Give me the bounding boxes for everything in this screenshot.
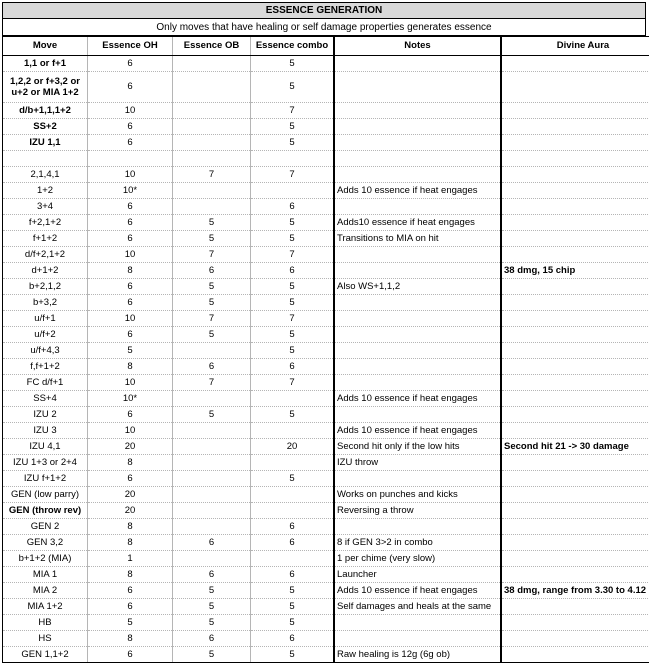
cell-divine-aura[interactable] xyxy=(501,167,649,183)
header-essence-oh[interactable]: Essence OH xyxy=(88,37,173,56)
table-row xyxy=(3,599,649,615)
sheet-title[interactable]: ESSENCE GENERATION xyxy=(2,2,646,19)
cell-essence-ob[interactable]: 7 xyxy=(173,375,251,391)
cell-essence-combo[interactable] xyxy=(251,183,335,199)
cell-essence-oh[interactable]: 20 xyxy=(88,439,173,455)
cell-essence-oh[interactable]: 8 xyxy=(88,519,173,535)
table-row xyxy=(3,295,649,311)
table-row xyxy=(3,263,649,279)
cell-essence-ob[interactable] xyxy=(173,455,251,471)
cell-essence-combo[interactable]: 20 xyxy=(251,439,335,455)
cell-essence-oh[interactable]: 8 xyxy=(88,567,173,583)
cell-notes[interactable] xyxy=(334,72,501,103)
cell-essence-ob[interactable] xyxy=(173,56,251,72)
cell-notes[interactable]: Adds 10 essence if heat engages xyxy=(334,183,501,199)
cell-essence-ob[interactable]: 5 xyxy=(173,615,251,631)
cell-notes[interactable]: Raw healing is 12g (6g ob) xyxy=(334,647,501,663)
cell-essence-ob[interactable]: 7 xyxy=(173,167,251,183)
cell-essence-combo[interactable]: 6 xyxy=(251,263,335,279)
cell-notes[interactable] xyxy=(334,167,501,183)
cell-move[interactable]: GEN (throw rev) xyxy=(3,503,88,519)
cell-notes[interactable]: Second hit only if the low hits xyxy=(334,439,501,455)
cell-essence-oh[interactable]: 6 xyxy=(88,295,173,311)
cell-essence-oh[interactable]: 6 xyxy=(88,215,173,231)
cell-notes[interactable]: Adds 10 essence if heat engages xyxy=(334,583,501,599)
table-row xyxy=(3,647,649,663)
cell-essence-ob[interactable] xyxy=(173,471,251,487)
cell-essence-ob[interactable]: 5 xyxy=(173,215,251,231)
cell-essence-ob[interactable]: 6 xyxy=(173,359,251,375)
table-row xyxy=(3,615,649,631)
cell-move[interactable]: d/b+1,1,1+2 xyxy=(3,103,88,119)
cell-move[interactable]: HB xyxy=(3,615,88,631)
cell-move[interactable]: b+3,2 xyxy=(3,295,88,311)
table-row xyxy=(3,279,649,295)
cell-move[interactable]: IZU f+1+2 xyxy=(3,471,88,487)
cell-essence-oh[interactable]: 10 xyxy=(88,423,173,439)
cell-move[interactable]: IZU 1,1 xyxy=(3,135,88,151)
cell-notes[interactable] xyxy=(334,151,501,167)
cell-essence-oh[interactable]: 5 xyxy=(88,343,173,359)
cell-notes[interactable]: Adds 10 essence if heat engages xyxy=(334,423,501,439)
table-row xyxy=(3,551,649,567)
cell-move[interactable]: b+2,1,2 xyxy=(3,279,88,295)
cell-divine-aura[interactable]: Second hit 21 -> 30 damage xyxy=(501,439,649,455)
cell-essence-combo[interactable]: 5 xyxy=(251,583,335,599)
cell-move[interactable]: GEN 1,1+2 xyxy=(3,647,88,663)
cell-notes[interactable]: IZU throw xyxy=(334,455,501,471)
cell-essence-ob[interactable] xyxy=(173,135,251,151)
cell-divine-aura[interactable] xyxy=(501,455,649,471)
table-row xyxy=(3,72,649,103)
table-row xyxy=(3,631,649,647)
cell-essence-combo[interactable]: 5 xyxy=(251,407,335,423)
cell-essence-ob[interactable] xyxy=(173,519,251,535)
cell-notes[interactable]: Self damages and heals at the same xyxy=(334,599,501,615)
cell-essence-oh[interactable]: 10 xyxy=(88,375,173,391)
cell-move[interactable]: b+1+2 (MIA) xyxy=(3,551,88,567)
cell-essence-combo[interactable] xyxy=(251,455,335,471)
cell-essence-ob[interactable] xyxy=(173,551,251,567)
cell-essence-oh[interactable]: 6 xyxy=(88,119,173,135)
cell-essence-ob[interactable] xyxy=(173,183,251,199)
cell-divine-aura[interactable] xyxy=(501,375,649,391)
cell-essence-oh[interactable]: 10* xyxy=(88,183,173,199)
cell-divine-aura[interactable] xyxy=(501,183,649,199)
table-row xyxy=(3,503,649,519)
cell-essence-ob[interactable] xyxy=(173,503,251,519)
cell-essence-ob[interactable] xyxy=(173,423,251,439)
cell-move[interactable]: FC d/f+1 xyxy=(3,375,88,391)
cell-divine-aura[interactable] xyxy=(501,487,649,503)
table-row xyxy=(3,183,649,199)
cell-essence-oh[interactable]: 6 xyxy=(88,56,173,72)
cell-essence-oh[interactable]: 5 xyxy=(88,615,173,631)
cell-essence-oh[interactable]: 8 xyxy=(88,263,173,279)
cell-essence-combo[interactable]: 5 xyxy=(251,295,335,311)
cell-essence-oh[interactable]: 6 xyxy=(88,135,173,151)
cell-notes[interactable] xyxy=(334,311,501,327)
cell-essence-combo[interactable]: 5 xyxy=(251,279,335,295)
cell-notes[interactable] xyxy=(334,263,501,279)
cell-divine-aura[interactable] xyxy=(501,391,649,407)
cell-essence-combo[interactable] xyxy=(251,487,335,503)
cell-essence-combo[interactable]: 6 xyxy=(251,519,335,535)
cell-move[interactable]: 3+4 xyxy=(3,199,88,215)
cell-essence-ob[interactable] xyxy=(173,199,251,215)
cell-notes[interactable] xyxy=(334,199,501,215)
cell-notes[interactable]: Also WS+1,1,2 xyxy=(334,279,501,295)
table-row xyxy=(3,519,649,535)
table-row xyxy=(3,455,649,471)
cell-essence-combo[interactable]: 7 xyxy=(251,311,335,327)
cell-notes[interactable] xyxy=(334,247,501,263)
cell-essence-combo[interactable]: 7 xyxy=(251,375,335,391)
cell-move[interactable]: SS+4 xyxy=(3,391,88,407)
table-row xyxy=(3,327,649,343)
cell-move[interactable]: MIA 1+2 xyxy=(3,599,88,615)
table-row xyxy=(3,311,649,327)
cell-move[interactable]: IZU 1+3 or 2+4 xyxy=(3,455,88,471)
cell-move[interactable]: GEN 3,2 xyxy=(3,535,88,551)
cell-essence-ob[interactable] xyxy=(173,487,251,503)
cell-essence-ob[interactable]: 5 xyxy=(173,407,251,423)
cell-essence-oh[interactable]: 1 xyxy=(88,551,173,567)
cell-divine-aura[interactable] xyxy=(501,407,649,423)
cell-essence-ob[interactable] xyxy=(173,391,251,407)
cell-essence-oh[interactable]: 6 xyxy=(88,471,173,487)
table-row xyxy=(3,359,649,375)
cell-move[interactable]: SS+2 xyxy=(3,119,88,135)
essence-table xyxy=(2,36,649,663)
cell-divine-aura[interactable] xyxy=(501,647,649,663)
cell-essence-combo[interactable]: 5 xyxy=(251,56,335,72)
cell-essence-oh[interactable]: 10 xyxy=(88,247,173,263)
cell-notes[interactable]: Transitions to MIA on hit xyxy=(334,231,501,247)
cell-essence-combo[interactable]: 5 xyxy=(251,615,335,631)
sheet-subtitle[interactable]: Only moves that have healing or self damage properties generates essence xyxy=(2,19,646,36)
cell-notes[interactable]: Works on punches and kicks xyxy=(334,487,501,503)
cell-divine-aura[interactable] xyxy=(501,103,649,119)
cell-notes[interactable] xyxy=(334,119,501,135)
header-essence-ob[interactable]: Essence OB xyxy=(173,37,251,56)
cell-essence-ob[interactable] xyxy=(173,151,251,167)
cell-notes[interactable] xyxy=(334,103,501,119)
cell-essence-oh[interactable] xyxy=(88,151,173,167)
cell-move[interactable]: f+1+2 xyxy=(3,231,88,247)
cell-divine-aura[interactable] xyxy=(501,247,649,263)
cell-essence-oh[interactable]: 6 xyxy=(88,647,173,663)
cell-move[interactable]: 1+2 xyxy=(3,183,88,199)
cell-move[interactable]: d+1+2 xyxy=(3,263,88,279)
table-row xyxy=(3,535,649,551)
cell-essence-ob[interactable]: 5 xyxy=(173,599,251,615)
cell-notes[interactable] xyxy=(334,359,501,375)
cell-move[interactable]: 1,2,2 or f+3,2 or u+2 or MIA 1+2 xyxy=(3,72,88,103)
cell-essence-combo[interactable]: 6 xyxy=(251,567,335,583)
cell-notes[interactable] xyxy=(334,471,501,487)
cell-notes[interactable] xyxy=(334,615,501,631)
cell-move[interactable]: u/f+1 xyxy=(3,311,88,327)
cell-essence-oh[interactable]: 8 xyxy=(88,455,173,471)
table-row xyxy=(3,423,649,439)
cell-essence-ob[interactable]: 5 xyxy=(173,583,251,599)
cell-divine-aura[interactable] xyxy=(501,519,649,535)
header-row xyxy=(3,37,649,56)
cell-notes[interactable] xyxy=(334,295,501,311)
cell-essence-combo[interactable]: 5 xyxy=(251,119,335,135)
cell-move[interactable] xyxy=(3,151,88,167)
header-notes[interactable]: Notes xyxy=(334,37,501,56)
cell-essence-ob[interactable]: 5 xyxy=(173,327,251,343)
cell-divine-aura[interactable] xyxy=(501,56,649,72)
cell-essence-combo[interactable]: 5 xyxy=(251,471,335,487)
cell-essence-combo[interactable] xyxy=(251,551,335,567)
cell-essence-combo[interactable]: 5 xyxy=(251,343,335,359)
cell-move[interactable]: f+2,1+2 xyxy=(3,215,88,231)
cell-essence-oh[interactable]: 20 xyxy=(88,503,173,519)
cell-move[interactable]: d/f+2,1+2 xyxy=(3,247,88,263)
cell-move[interactable]: HS xyxy=(3,631,88,647)
cell-divine-aura[interactable] xyxy=(501,631,649,647)
cell-divine-aura[interactable] xyxy=(501,279,649,295)
cell-move[interactable]: f,f+1+2 xyxy=(3,359,88,375)
cell-divine-aura[interactable] xyxy=(501,215,649,231)
cell-move[interactable]: IZU 4,1 xyxy=(3,439,88,455)
cell-notes[interactable] xyxy=(334,631,501,647)
cell-essence-ob[interactable]: 5 xyxy=(173,295,251,311)
cell-essence-combo[interactable] xyxy=(251,423,335,439)
table-row xyxy=(3,487,649,503)
cell-essence-oh[interactable]: 6 xyxy=(88,199,173,215)
cell-move[interactable]: 2,1,4,1 xyxy=(3,167,88,183)
cell-essence-oh[interactable]: 6 xyxy=(88,599,173,615)
cell-divine-aura[interactable] xyxy=(501,135,649,151)
cell-essence-ob[interactable]: 6 xyxy=(173,631,251,647)
cell-essence-oh[interactable]: 10* xyxy=(88,391,173,407)
cell-essence-oh[interactable]: 10 xyxy=(88,311,173,327)
cell-divine-aura[interactable] xyxy=(501,72,649,103)
cell-essence-combo[interactable]: 7 xyxy=(251,167,335,183)
cell-divine-aura[interactable]: 38 dmg, 15 chip xyxy=(501,263,649,279)
cell-essence-ob[interactable] xyxy=(173,439,251,455)
cell-move[interactable]: u/f+4,3 xyxy=(3,343,88,359)
cell-essence-ob[interactable] xyxy=(173,103,251,119)
cell-divine-aura[interactable] xyxy=(501,423,649,439)
cell-essence-combo[interactable]: 7 xyxy=(251,247,335,263)
cell-notes[interactable]: Adds 10 essence if heat engages xyxy=(334,391,501,407)
cell-divine-aura[interactable] xyxy=(501,295,649,311)
table-row xyxy=(3,215,649,231)
table-row xyxy=(3,247,649,263)
table-row xyxy=(3,119,649,135)
cell-move[interactable]: 1,1 or f+1 xyxy=(3,56,88,72)
cell-essence-ob[interactable]: 5 xyxy=(173,231,251,247)
cell-essence-ob[interactable]: 6 xyxy=(173,535,251,551)
cell-divine-aura[interactable] xyxy=(501,615,649,631)
cell-essence-combo[interactable]: 5 xyxy=(251,135,335,151)
cell-move[interactable]: u/f+2 xyxy=(3,327,88,343)
cell-essence-combo[interactable] xyxy=(251,391,335,407)
header-move[interactable]: Move xyxy=(3,37,88,56)
cell-essence-combo[interactable]: 6 xyxy=(251,199,335,215)
table-row xyxy=(3,391,649,407)
cell-essence-oh[interactable]: 10 xyxy=(88,167,173,183)
cell-essence-oh[interactable]: 6 xyxy=(88,583,173,599)
cell-notes[interactable]: Reversing a throw xyxy=(334,503,501,519)
cell-divine-aura[interactable] xyxy=(501,535,649,551)
table-row xyxy=(3,343,649,359)
cell-essence-oh[interactable]: 10 xyxy=(88,103,173,119)
cell-divine-aura[interactable] xyxy=(501,119,649,135)
cell-essence-ob[interactable]: 7 xyxy=(173,311,251,327)
cell-essence-oh[interactable]: 20 xyxy=(88,487,173,503)
table-row xyxy=(3,439,649,455)
cell-divine-aura[interactable]: 38 dmg, range from 3.30 to 4.12 xyxy=(501,583,649,599)
cell-essence-combo[interactable]: 5 xyxy=(251,231,335,247)
cell-essence-oh[interactable]: 8 xyxy=(88,631,173,647)
cell-notes[interactable] xyxy=(334,135,501,151)
cell-essence-ob[interactable]: 6 xyxy=(173,263,251,279)
cell-move[interactable]: IZU 2 xyxy=(3,407,88,423)
cell-essence-oh[interactable]: 6 xyxy=(88,279,173,295)
table-row xyxy=(3,135,649,151)
cell-move[interactable]: MIA 2 xyxy=(3,583,88,599)
cell-divine-aura[interactable] xyxy=(501,311,649,327)
cell-essence-combo[interactable]: 5 xyxy=(251,215,335,231)
cell-move[interactable]: IZU 3 xyxy=(3,423,88,439)
cell-divine-aura[interactable] xyxy=(501,567,649,583)
cell-divine-aura[interactable] xyxy=(501,599,649,615)
cell-essence-combo[interactable]: 5 xyxy=(251,647,335,663)
table-row xyxy=(3,407,649,423)
cell-essence-combo[interactable] xyxy=(251,503,335,519)
cell-essence-combo[interactable]: 5 xyxy=(251,327,335,343)
cell-essence-combo[interactable]: 6 xyxy=(251,631,335,647)
table-row xyxy=(3,567,649,583)
cell-essence-ob[interactable]: 6 xyxy=(173,567,251,583)
cell-essence-combo[interactable]: 5 xyxy=(251,599,335,615)
cell-move[interactable]: GEN 2 xyxy=(3,519,88,535)
cell-essence-ob[interactable]: 7 xyxy=(173,247,251,263)
cell-divine-aura[interactable] xyxy=(501,199,649,215)
cell-essence-ob[interactable]: 5 xyxy=(173,647,251,663)
cell-essence-oh[interactable]: 6 xyxy=(88,72,173,103)
cell-essence-combo[interactable]: 5 xyxy=(251,72,335,103)
cell-essence-oh[interactable]: 8 xyxy=(88,359,173,375)
cell-essence-oh[interactable]: 8 xyxy=(88,535,173,551)
cell-divine-aura[interactable] xyxy=(501,327,649,343)
table-row xyxy=(3,167,649,183)
cell-essence-combo[interactable] xyxy=(251,151,335,167)
cell-divine-aura[interactable] xyxy=(501,231,649,247)
cell-essence-oh[interactable]: 6 xyxy=(88,407,173,423)
cell-essence-combo[interactable]: 7 xyxy=(251,103,335,119)
cell-divine-aura[interactable] xyxy=(501,551,649,567)
header-essence-combo[interactable]: Essence combo xyxy=(251,37,335,56)
cell-notes[interactable]: 1 per chime (very slow) xyxy=(334,551,501,567)
cell-notes[interactable]: Adds10 essence if heat engages xyxy=(334,215,501,231)
cell-divine-aura[interactable] xyxy=(501,151,649,167)
table-row xyxy=(3,471,649,487)
cell-notes[interactable] xyxy=(334,407,501,423)
table-row xyxy=(3,583,649,599)
cell-divine-aura[interactable] xyxy=(501,503,649,519)
cell-divine-aura[interactable] xyxy=(501,471,649,487)
table-row xyxy=(3,103,649,119)
cell-essence-ob[interactable] xyxy=(173,119,251,135)
cell-notes[interactable] xyxy=(334,343,501,359)
cell-move[interactable]: MIA 1 xyxy=(3,567,88,583)
cell-divine-aura[interactable] xyxy=(501,343,649,359)
cell-essence-oh[interactable]: 6 xyxy=(88,231,173,247)
table-row xyxy=(3,56,649,72)
cell-notes[interactable] xyxy=(334,519,501,535)
cell-essence-ob[interactable]: 5 xyxy=(173,279,251,295)
header-divine-aura[interactable]: Divine Aura xyxy=(501,37,649,56)
cell-essence-oh[interactable]: 6 xyxy=(88,327,173,343)
cell-divine-aura[interactable] xyxy=(501,359,649,375)
cell-essence-combo[interactable]: 6 xyxy=(251,359,335,375)
table-row xyxy=(3,199,649,215)
table-row xyxy=(3,375,649,391)
cell-notes[interactable] xyxy=(334,327,501,343)
cell-essence-combo[interactable]: 6 xyxy=(251,535,335,551)
cell-essence-ob[interactable] xyxy=(173,343,251,359)
table-row xyxy=(3,231,649,247)
cell-notes[interactable]: Launcher xyxy=(334,567,501,583)
table-row xyxy=(3,151,649,167)
cell-essence-ob[interactable] xyxy=(173,72,251,103)
cell-notes[interactable]: 8 if GEN 3>2 in combo xyxy=(334,535,501,551)
cell-move[interactable]: GEN (low parry) xyxy=(3,487,88,503)
cell-notes[interactable] xyxy=(334,375,501,391)
cell-notes[interactable] xyxy=(334,56,501,72)
